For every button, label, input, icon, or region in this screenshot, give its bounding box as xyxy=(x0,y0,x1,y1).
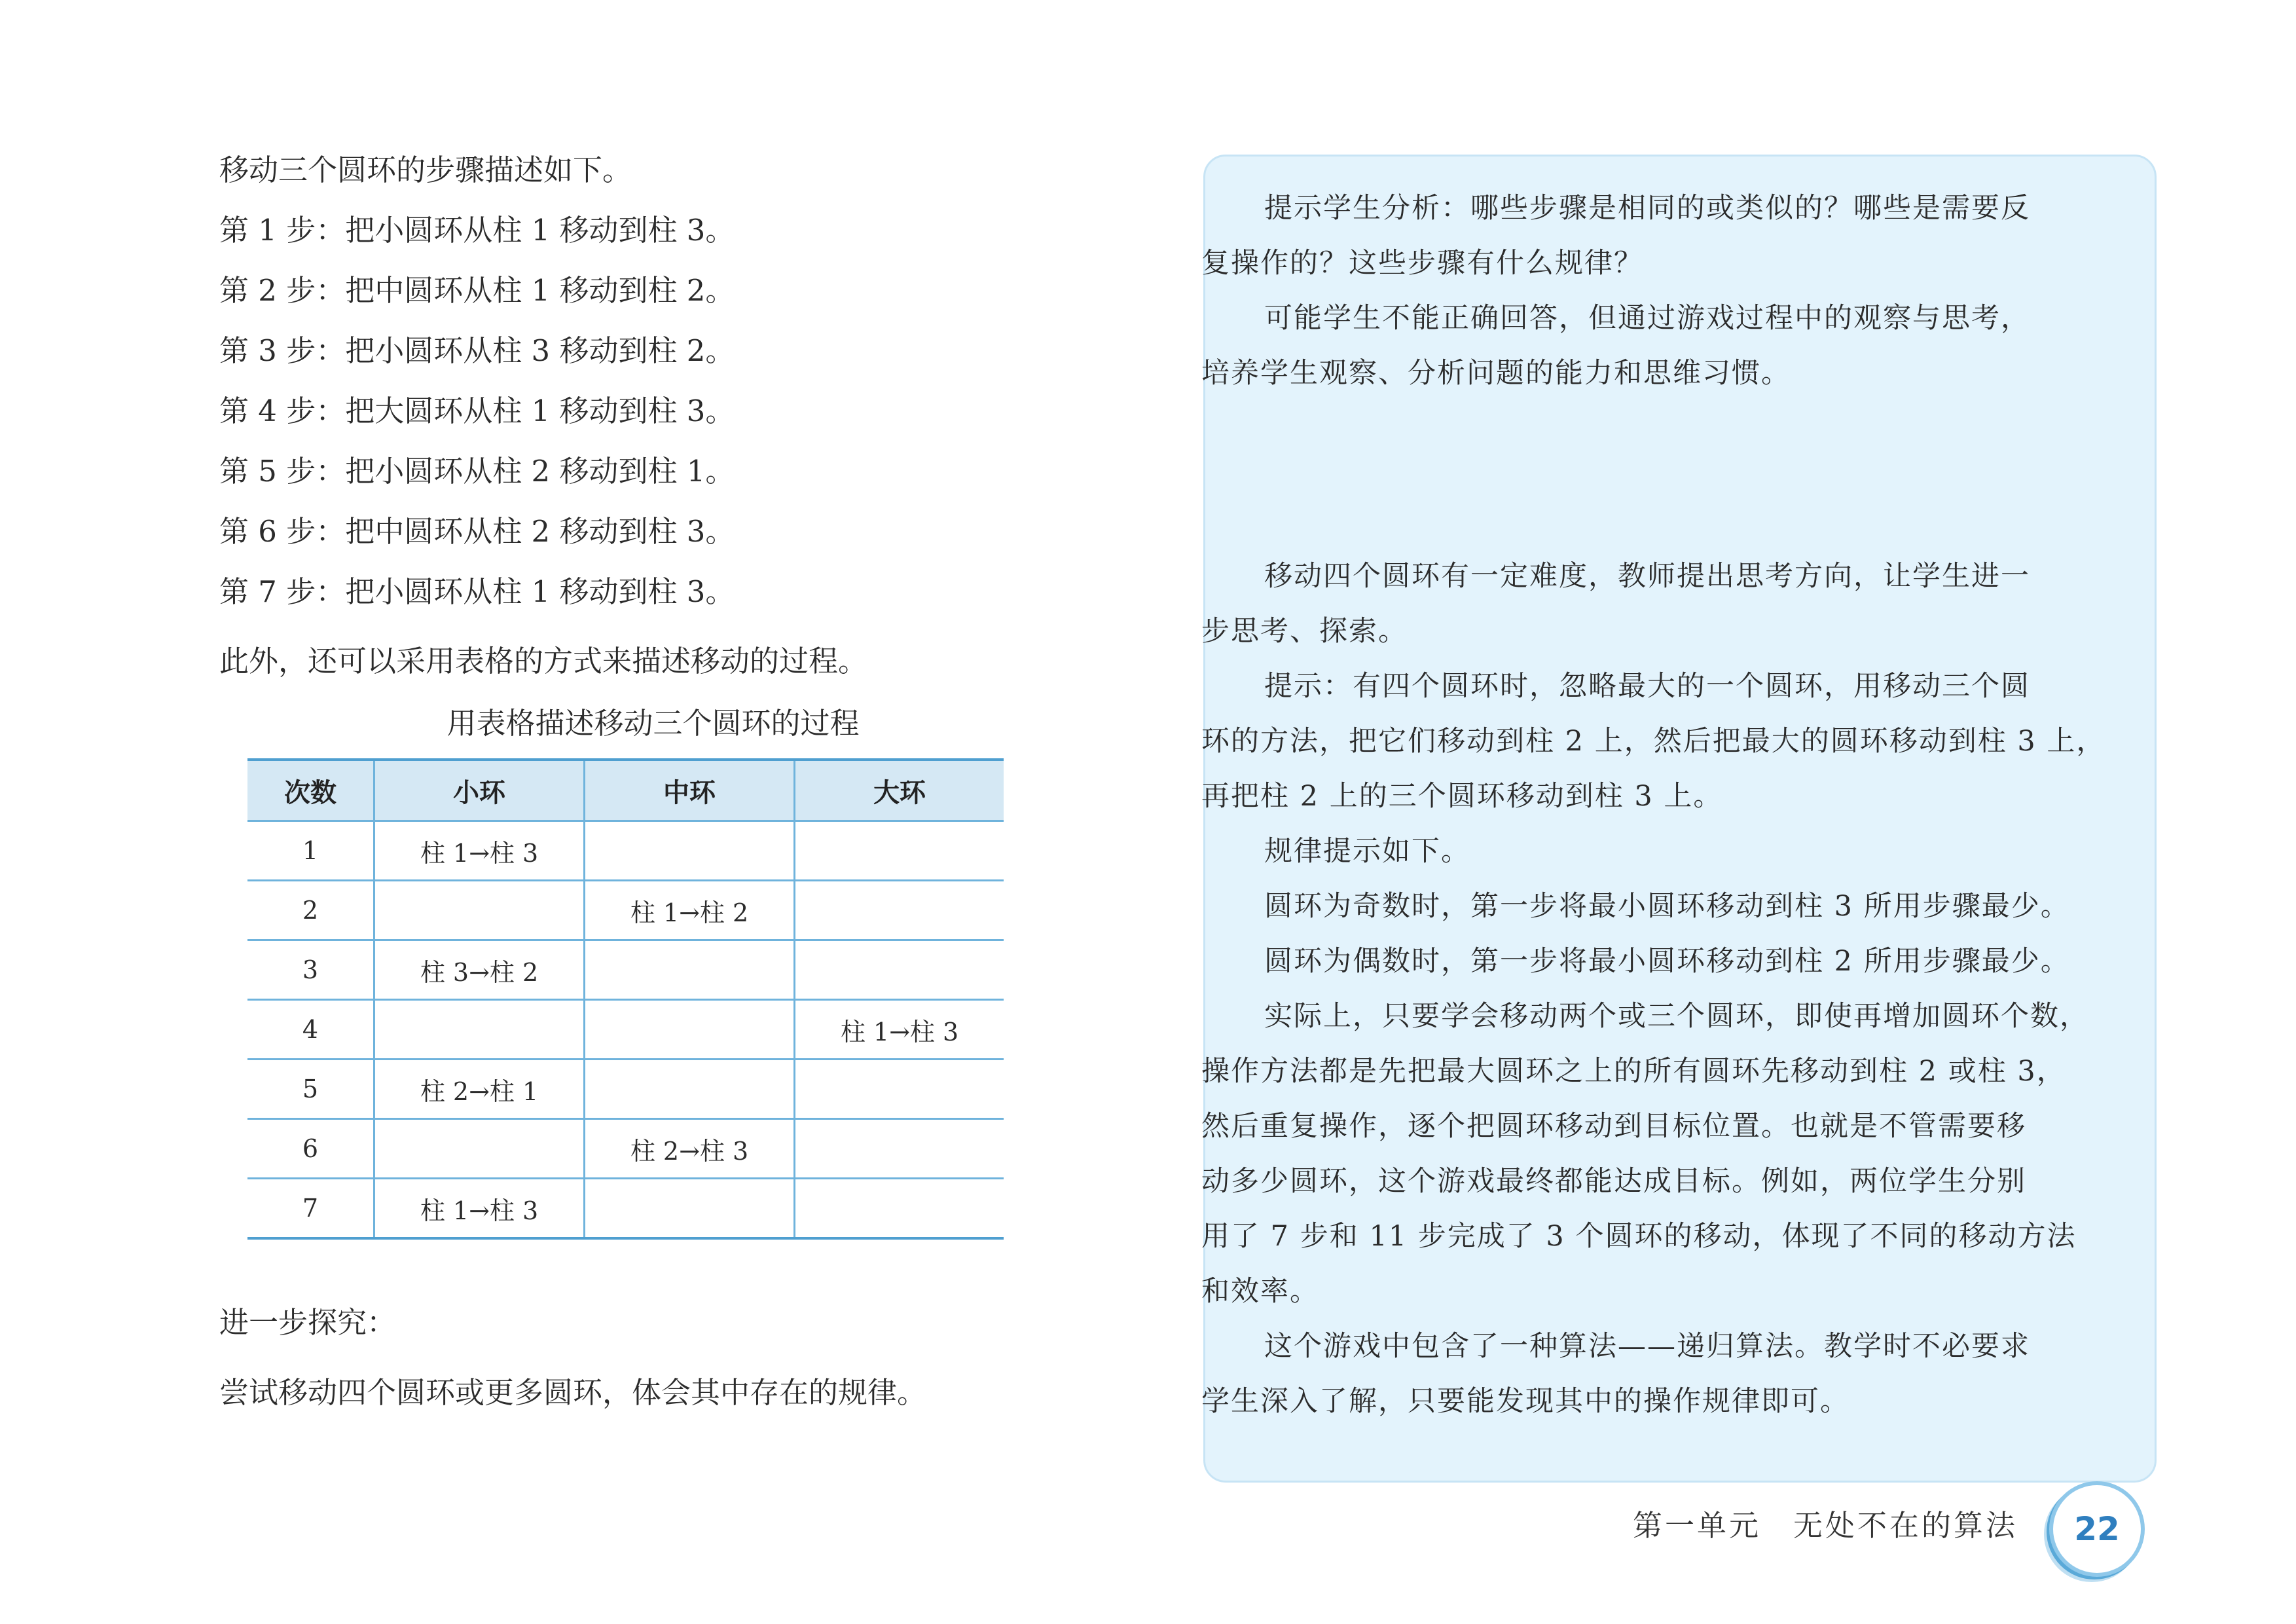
panel-line: 实际上，只要学会移动两个或三个圆环，即使再增加圆环个数， xyxy=(1264,1000,2089,1033)
moves-table xyxy=(247,758,1004,1240)
step-line: 第 2 步：把中圆环从柱 1 移动到柱 2。 xyxy=(219,273,735,308)
panel-line: 规律提示如下。 xyxy=(1264,835,1470,868)
table-cell: 柱 1→柱 2 xyxy=(585,881,795,940)
header-middle-ring: 中环 xyxy=(585,760,795,821)
table-row xyxy=(247,1000,1004,1060)
table-cell xyxy=(585,821,795,881)
panel-line: 用了 7 步和 11 步完成了 3 个圆环的移动，体现了不同的移动方法 xyxy=(1201,1220,2077,1253)
table-cell xyxy=(585,1179,795,1239)
step-line: 第 5 步：把小圆环从柱 2 移动到柱 1。 xyxy=(219,454,735,489)
table-cell: 柱 3→柱 2 xyxy=(374,940,585,1000)
table-row xyxy=(247,881,1004,940)
step-line: 第 7 步：把小圆环从柱 1 移动到柱 3。 xyxy=(219,574,735,609)
table-cell xyxy=(795,1179,1004,1239)
panel-line: 可能学生不能正确回答，但通过游戏过程中的观察与思考， xyxy=(1264,302,2030,335)
step-line: 第 1 步：把小圆环从柱 1 移动到柱 3。 xyxy=(219,213,735,248)
step-line: 第 3 步：把小圆环从柱 3 移动到柱 2。 xyxy=(219,333,735,368)
table-cell: 7 xyxy=(247,1179,374,1239)
table-row xyxy=(247,940,1004,1000)
table-cell: 柱 1→柱 3 xyxy=(374,1179,585,1239)
table-cell: 4 xyxy=(247,1000,374,1060)
step-line: 第 6 步：把中圆环从柱 2 移动到柱 3。 xyxy=(219,514,735,549)
table-intro: 此外，还可以采用表格的方式来描述移动的过程。 xyxy=(219,644,868,678)
further-text: 尝试移动四个圆环或更多圆环，体会其中存在的规律。 xyxy=(219,1375,927,1410)
table-row xyxy=(247,1179,1004,1239)
table-cell xyxy=(374,881,585,940)
header-large-ring: 大环 xyxy=(795,760,1004,821)
steps-intro: 移动三个圆环的步骤描述如下。 xyxy=(219,153,632,187)
table-cell: 1 xyxy=(247,821,374,881)
panel-line: 然后重复操作，逐个把圆环移动到目标位置。也就是不管需要移 xyxy=(1201,1110,2026,1143)
panel-line: 学生深入了解，只要能发现其中的操作规律即可。 xyxy=(1201,1385,1850,1418)
table-cell: 柱 2→柱 1 xyxy=(374,1060,585,1119)
table-row xyxy=(247,821,1004,881)
panel-line: 这个游戏中包含了一种算法——递归算法。教学时不必要求 xyxy=(1264,1330,2030,1363)
panel-line: 再把柱 2 上的三个圆环移动到柱 3 上。 xyxy=(1201,780,1723,813)
panel-line: 环的方法，把它们移动到柱 2 上，然后把最大的圆环移动到柱 3 上， xyxy=(1201,725,2106,758)
unit-title: 第一单元 无处不在的算法 xyxy=(1632,1508,2018,1543)
table-cell: 柱 1→柱 3 xyxy=(795,1000,1004,1060)
panel-line: 提示：有四个圆环时，忽略最大的一个圆环，用移动三个圆 xyxy=(1264,670,2030,703)
table-row xyxy=(247,1119,1004,1179)
panel-line: 复操作的？这些步骤有什么规律？ xyxy=(1201,247,1643,280)
panel-line: 步思考、探索。 xyxy=(1201,615,1408,648)
table-cell xyxy=(374,1119,585,1179)
table-header-row xyxy=(247,760,1004,821)
table-cell xyxy=(795,940,1004,1000)
panel-line: 圆环为奇数时，第一步将最小圆环移动到柱 3 所用步骤最少。 xyxy=(1264,890,2070,923)
panel-line: 操作方法都是先把最大圆环之上的所有圆环先移动到柱 2 或柱 3， xyxy=(1201,1055,2066,1088)
panel-line: 动多少圆环，这个游戏最终都能达成目标。例如，两位学生分别 xyxy=(1201,1165,2026,1198)
table-cell xyxy=(795,1119,1004,1179)
panel-line: 圆环为偶数时，第一步将最小圆环移动到柱 2 所用步骤最少。 xyxy=(1264,945,2070,978)
teacher-notes-panel xyxy=(1203,155,2157,1483)
panel-line: 移动四个圆环有一定难度，教师提出思考方向，让学生进一 xyxy=(1264,560,2030,593)
table-cell xyxy=(585,1060,795,1119)
table-cell xyxy=(795,881,1004,940)
table-caption: 用表格描述移动三个圆环的过程 xyxy=(446,706,860,741)
further-title: 进一步探究： xyxy=(219,1305,397,1340)
table-cell: 6 xyxy=(247,1119,374,1179)
table-cell: 3 xyxy=(247,940,374,1000)
panel-line: 和效率。 xyxy=(1201,1275,1319,1308)
table-cell: 2 xyxy=(247,881,374,940)
panel-line: 培养学生观察、分析问题的能力和思维习惯。 xyxy=(1201,357,1791,390)
table-cell xyxy=(585,1000,795,1060)
table-cell: 5 xyxy=(247,1060,374,1119)
table-cell xyxy=(795,821,1004,881)
table-cell: 柱 2→柱 3 xyxy=(585,1119,795,1179)
header-count: 次数 xyxy=(247,760,374,821)
page-number: 22 xyxy=(2049,1481,2145,1577)
table-cell: 柱 1→柱 3 xyxy=(374,821,585,881)
table-cell xyxy=(795,1060,1004,1119)
step-line: 第 4 步：把大圆环从柱 1 移动到柱 3。 xyxy=(219,394,735,428)
header-small-ring: 小环 xyxy=(374,760,585,821)
table-row xyxy=(247,1060,1004,1119)
panel-line: 提示学生分析：哪些步骤是相同的或类似的？哪些是需要反 xyxy=(1264,192,2030,225)
table-cell xyxy=(585,940,795,1000)
table-cell xyxy=(374,1000,585,1060)
